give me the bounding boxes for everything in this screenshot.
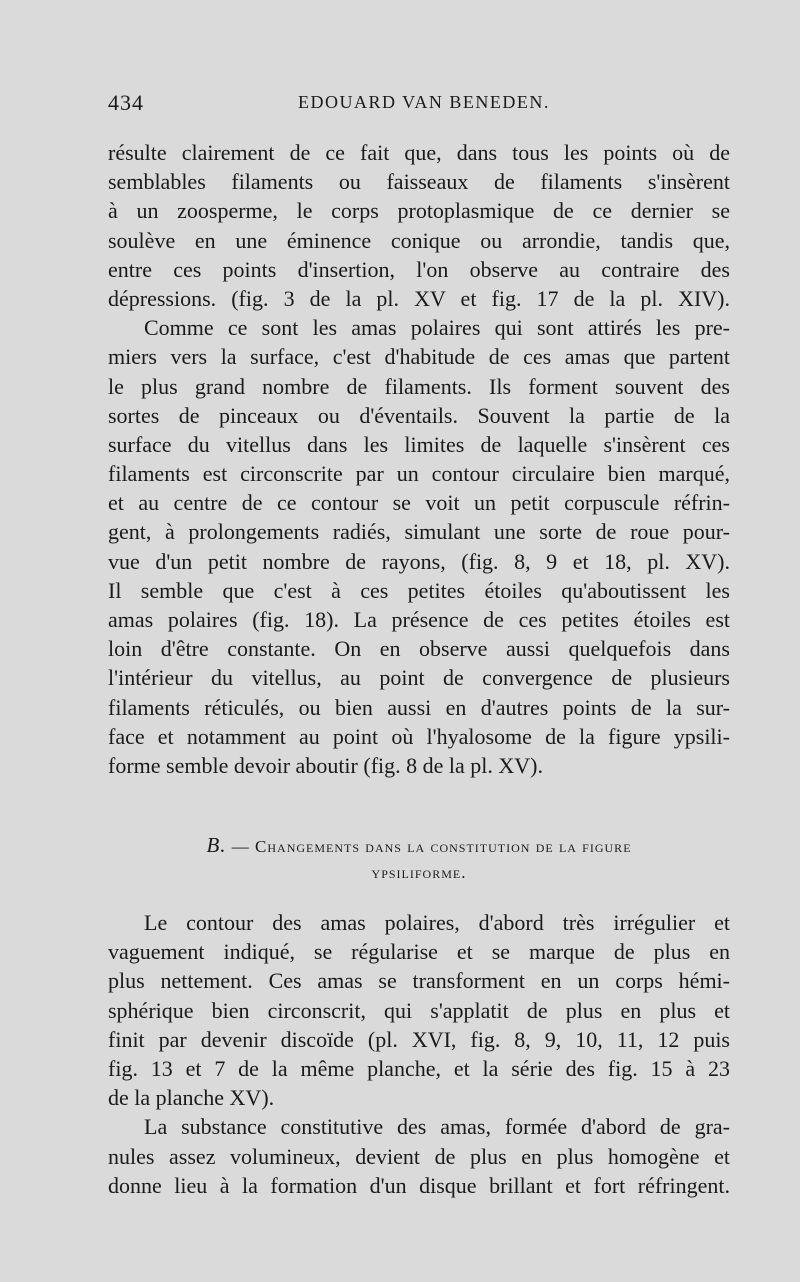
text-line: Comme ce sont les amas polaires qui sont attirés les pre- <box>144 315 730 341</box>
text-line: gent, à prolongements radiés, simulant une sorte de roue pour- <box>108 519 730 545</box>
text-line: soulève en une éminence conique ou arrondie, tandis que, <box>108 227 730 253</box>
text-line: Il semble que c'est à ces petites étoiles qu'aboutissent les <box>108 577 730 603</box>
body-text-bottom <box>108 908 730 1200</box>
text-line: face et notamment au point où l'hyalosome de la figure ypsili- <box>108 723 730 749</box>
text-line: filaments est circonscrite par un contour circulaire bien marqué, <box>108 461 730 487</box>
section-label: B. <box>206 833 227 857</box>
text-line: vaguement indiqué, se régularise et se marque de plus en <box>108 939 730 965</box>
text-line: à un zoosperme, le corps protoplasmique de ce dernier se <box>108 198 730 224</box>
section-heading-line-2: ypsiliforme. <box>371 863 467 882</box>
text-line: nules assez volumineux, devient de plus en plus homogène et <box>108 1143 730 1169</box>
text-line: plus nettement. Ces amas se transforment en un corps hémi- <box>108 968 730 994</box>
paragraph <box>108 138 730 313</box>
running-head: EDOUARD VAN BENEDEN. <box>298 92 550 112</box>
text-line: l'intérieur du vitellus, au point de convergence de plusieurs <box>108 665 730 691</box>
paragraph <box>108 313 730 780</box>
text-line: Le contour des amas polaires, d'abord très irrégulier et <box>144 910 730 935</box>
page-number: 434 <box>108 90 144 115</box>
text-line: forme semble devoir aboutir (fig. 8 de la pl. XV). <box>108 752 543 778</box>
text-line: résulte clairement de ce fait que, dans tous les points où de <box>108 140 730 165</box>
section-heading-line-1 <box>108 832 730 860</box>
paragraph <box>108 1112 730 1200</box>
text-line: miers vers la surface, c'est d'habitude de ces amas que partent <box>108 344 730 370</box>
text-line: finit par devenir discoïde (pl. XVI, fig. 8, 9, 10, 11, 12 puis <box>108 1026 730 1052</box>
text-line: La substance constitutive des amas, formée d'abord de gra- <box>144 1114 730 1140</box>
text-line: fig. 13 et 7 de la même planche, et la série des fig. 15 à 23 <box>108 1055 730 1081</box>
text-line: donne lieu à la formation d'un disque brillant et fort réfringent. <box>108 1172 730 1198</box>
text-line: dépressions. (fig. 3 de la pl. XV et fig. 17 de la pl. XIV). <box>108 285 730 311</box>
text-line: le plus grand nombre de filaments. Ils forment souvent des <box>108 373 730 399</box>
text-line: vue d'un petit nombre de rayons, (fig. 8, 9 et 18, pl. XV). <box>108 548 730 574</box>
text-line: semblables filaments ou faisseaux de filaments s'insèrent <box>108 169 730 195</box>
body-text-top <box>108 138 730 780</box>
text-line: sphérique bien circonscrit, qui s'applatit de plus en plus et <box>108 997 730 1023</box>
section-dash: — <box>231 837 250 856</box>
text-line: et au centre de ce contour se voit un petit corpuscule réfrin- <box>108 490 730 516</box>
section-title: Changements dans la constitution de la figure <box>255 837 632 856</box>
text-line: de la planche XV). <box>108 1085 275 1111</box>
section-heading <box>108 832 730 886</box>
text-line: amas polaires (fig. 18). La présence de ces petites étoiles est <box>108 607 730 632</box>
text-line: sortes de pinceaux ou d'éventails. Souvent la partie de la <box>108 402 730 428</box>
text-line: surface du vitellus dans les limites de laquelle s'insèrent ces <box>108 431 730 457</box>
paragraph <box>108 908 730 1112</box>
text-line: filaments réticulés, ou bien aussi en d'autres points de la sur- <box>108 694 730 720</box>
text-line: loin d'être constante. On en observe aussi quelquefois dans <box>108 636 730 662</box>
text-line: entre ces points d'insertion, l'on observe au contraire des <box>108 256 730 282</box>
